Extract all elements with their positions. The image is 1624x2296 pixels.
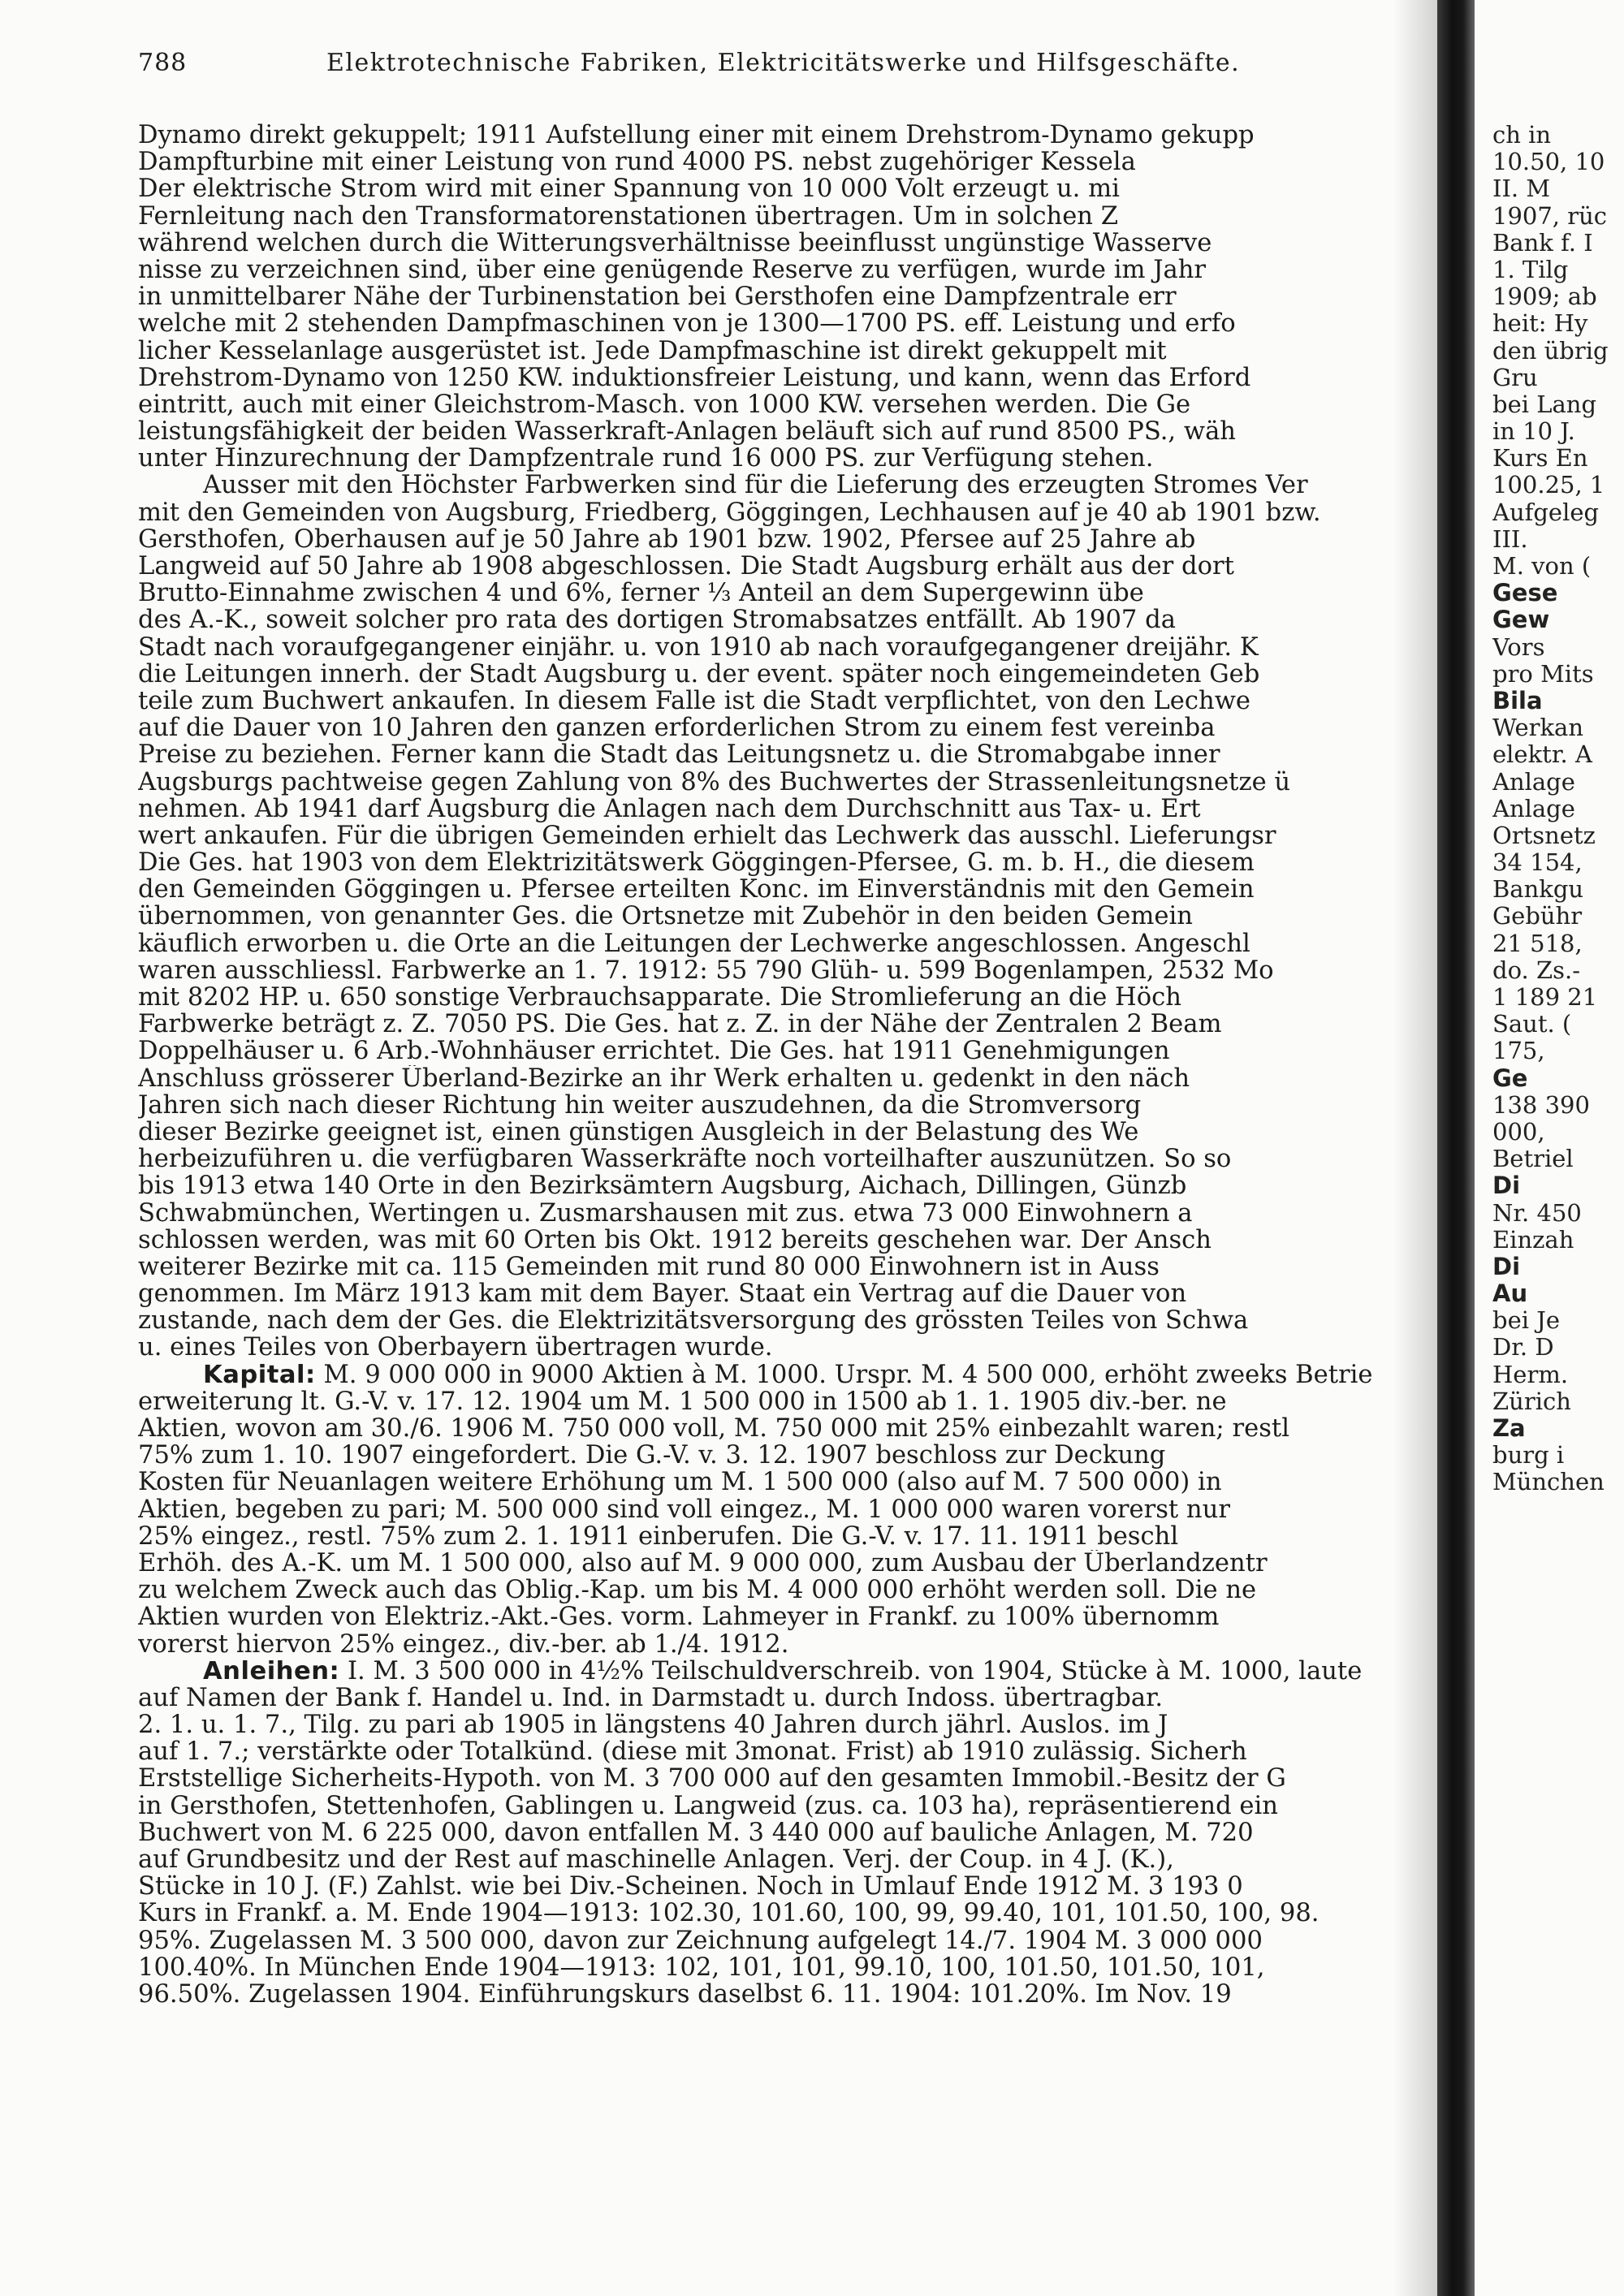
text-line: Aktien, begeben zu pari; M. 500 000 sind voll eingez., M. 1 000 000 waren vorerst nur bbox=[138, 1495, 1230, 1523]
fragment-line: Werkan bbox=[1492, 714, 1584, 742]
fragment-line: 1909; ab bbox=[1492, 283, 1597, 311]
text-line: genommen. Im März 1913 kam mit dem Bayer. Staat ein Vertrag auf die Dauer von bbox=[138, 1280, 1187, 1308]
text-line: Anschluss grösserer Überland-Bezirke an ihr Werk erhalten u. gedenkt in den näch bbox=[138, 1064, 1190, 1092]
text-line: auf Grundbesitz und der Rest auf maschinelle Anlagen. Verj. der Coup. in 4 J. (K.), bbox=[138, 1846, 1174, 1874]
text-line: Dynamo direkt gekuppelt; 1911 Aufstellung einer mit einem Drehstrom-Dynamo gekupp bbox=[138, 122, 1255, 149]
fragment-line: Saut. ( bbox=[1492, 1010, 1572, 1038]
text-line: dieser Bezirke geeignet ist, einen günstigen Ausgleich in der Belastung des We bbox=[138, 1118, 1139, 1146]
fragment-line: Betriel bbox=[1492, 1145, 1574, 1173]
text-line: 25% eingez., restl. 75% zum 2. 1. 1911 einberufen. Die G.-V. v. 17. 11. 1911 beschl bbox=[138, 1522, 1179, 1550]
fragment-line: Bankgu bbox=[1492, 875, 1584, 904]
fragment-line: 000, bbox=[1492, 1117, 1545, 1146]
fragment-line: elektr. A bbox=[1492, 740, 1592, 769]
fragment-line: 34 154, bbox=[1492, 848, 1583, 877]
text-line: Augsburgs pachtweise gegen Zahlung von 8% des Buchwertes der Strassenleitungsnetze ü bbox=[138, 768, 1291, 796]
fragment-line: in 10 J. bbox=[1492, 417, 1575, 446]
fragment-line: Vors bbox=[1492, 632, 1545, 661]
text-line: 96.50%. Zugelassen 1904. Einführungskurs daselbst 6. 11. 1904: 101.20%. Im Nov. 19 bbox=[138, 1980, 1232, 2009]
text-line: Erhöh. des A.-K. um M. 1 500 000, also auf M. 9 000 000, zum Ausbau der Überlandzentr bbox=[138, 1549, 1268, 1577]
fragment-line: Bank f. I bbox=[1492, 228, 1593, 257]
text-line: teile zum Buchwert ankaufen. In diesem Falle ist die Stadt verpflichtet, von den Lechwe bbox=[138, 687, 1251, 715]
text-line: 100.40%. In München Ende 1904—1913: 102, 101, 101, 99.10, 100, 101.50, 101.50, 101, bbox=[138, 1953, 1265, 1981]
text-line: vorerst hiervon 25% eingez., div.-ber. ab 1./4. 1912. bbox=[138, 1630, 789, 1658]
fragment-line: 21 518, bbox=[1492, 929, 1583, 957]
text-line: Kapital: M. 9 000 000 in 9000 Aktien à M. 1000. Urspr. M. 4 500 000, erhöht zweeks Betrie bbox=[203, 1361, 1373, 1388]
fragment-line: 175, bbox=[1492, 1037, 1545, 1065]
text-line: Farbwerke beträgt z. Z. 7050 PS. Die Ges. hat z. Z. in der Nähe der Zentralen 2 Beam bbox=[138, 1011, 1222, 1038]
text-line: auf 1. 7.; verstärkte oder Totalkünd. (diese mit 3monat. Frist) ab 1910 zulässig. Sicherh bbox=[138, 1738, 1247, 1766]
fragment-line: II. M bbox=[1492, 175, 1551, 203]
text-line: auf die Dauer von 10 Jahren den ganzen erforderlichen Strom zu einem fest vereinba bbox=[138, 714, 1216, 742]
text-line: Stücke in 10 J. (F.) Zahlst. wie bei Div.-Scheinen. Noch in Umlauf Ende 1912 M. 3 193 0 bbox=[138, 1873, 1243, 1901]
text-line: 2. 1. u. 1. 7., Tilg. zu pari ab 1905 in längstens 40 Jahren durch jährl. Auslos. im J bbox=[138, 1711, 1168, 1739]
text-line: wert ankaufen. Für die übrigen Gemeinden erhielt das Lechwerk das ausschl. Lieferungsr bbox=[138, 822, 1276, 850]
fragment-line: Nr. 450 bbox=[1492, 1198, 1582, 1227]
fragment-line: 100.25, 1 bbox=[1492, 471, 1605, 499]
text-line: Doppelhäuser u. 6 Arb.-Wohnhäuser errichtet. Die Ges. hat 1911 Genehmigungen bbox=[138, 1038, 1170, 1065]
text-line: weiterer Bezirke mit ca. 115 Gemeinden mit rund 80 000 Einwohnern ist in Auss bbox=[138, 1253, 1160, 1281]
fragment-line: Anlage bbox=[1492, 767, 1575, 796]
fragment-line: do. Zs.- bbox=[1492, 956, 1580, 984]
text-line: 95%. Zugelassen M. 3 500 000, davon zur Zeichnung aufgelegt 14./7. 1904 M. 3 000 000 bbox=[138, 1927, 1263, 1954]
text-line: zu welchem Zweck auch das Oblig.-Kap. um bis M. 4 000 000 erhöht werden soll. Die ne bbox=[138, 1577, 1257, 1604]
text-line: Fernleitung nach den Transformatorenstationen übertragen. Um in solchen Z bbox=[138, 202, 1118, 230]
fragment-line: Gew bbox=[1492, 606, 1550, 634]
text-line: Kosten für Neuanlagen weitere Erhöhung um M. 1 500 000 (also auf M. 7 500 000) in bbox=[138, 1469, 1222, 1496]
text-line: in unmittelbarer Nähe der Turbinenstation bei Gersthofen eine Dampfzentrale err bbox=[138, 283, 1177, 311]
text-line: Dampfturbine mit einer Leistung von rund 4000 PS. nebst zugehöriger Kessela bbox=[138, 149, 1136, 176]
fragment-line: Bila bbox=[1492, 686, 1543, 714]
fragment-line: burg i bbox=[1492, 1441, 1565, 1470]
main-text-column bbox=[138, 122, 1389, 2008]
text-line: erweiterung lt. G.-V. v. 17. 12. 1904 um M. 1 500 000 in 1500 ab 1. 1. 1905 div.-ber. ne bbox=[138, 1388, 1227, 1415]
section-heading: Anleihen: bbox=[203, 1657, 340, 1685]
text-line: nehmen. Ab 1941 darf Augsburg die Anlagen nach dem Durchschnitt aus Tax- u. Ert bbox=[138, 795, 1201, 822]
fragment-line: III. bbox=[1492, 524, 1528, 553]
text-line: Preise zu beziehen. Ferner kann die Stadt das Leitungsnetz u. die Stromabgabe inner bbox=[138, 741, 1220, 769]
text-line: u. eines Teiles von Oberbayern übertragen wurde. bbox=[138, 1334, 773, 1362]
text-line: herbeizuführen u. die verfügbaren Wasserkräfte noch vorteilhafter auszunützen. So so bbox=[138, 1146, 1232, 1173]
text-line: mit den Gemeinden von Augsburg, Friedberg, Göggingen, Lechhausen auf je 40 ab 1901 bzw. bbox=[138, 498, 1321, 526]
text-line: nisse zu verzeichnen sind, über eine genügende Reserve zu verfügen, wurde im Jahr bbox=[138, 256, 1207, 284]
text-line: zustande, nach dem der Ges. die Elektrizitätsversorgung des grössten Teiles von Schwa bbox=[138, 1307, 1249, 1335]
book-gutter bbox=[1437, 0, 1475, 2296]
fragment-line: bei Je bbox=[1492, 1306, 1561, 1335]
text-line: licher Kesselanlage ausgerüstet ist. Jede Dampfmaschine ist direkt gekuppelt mit bbox=[138, 337, 1167, 365]
fragment-line: heit: Hy bbox=[1492, 309, 1588, 338]
fragment-line: Dr. D bbox=[1492, 1333, 1554, 1362]
text-line: Gersthofen, Oberhausen auf je 50 Jahre ab 1901 bzw. 1902, Pfersee auf 25 Jahre ab bbox=[138, 525, 1196, 553]
fragment-line: 1907, rüc bbox=[1492, 201, 1608, 230]
binding-shadow bbox=[1393, 0, 1442, 2296]
text-line: leistungsfähigkeit der beiden Wasserkraft-Anlagen beläuft sich auf rund 8500 PS., wäh bbox=[138, 418, 1237, 446]
text-line: auf Namen der Bank f. Handel u. Ind. in Darmstadt u. durch Indoss. übertragbar. bbox=[138, 1684, 1164, 1712]
fragment-line: Di bbox=[1492, 1252, 1521, 1280]
page-number: 788 bbox=[138, 49, 188, 77]
text-line: Buchwert von M. 6 225 000, davon entfallen M. 3 440 000 auf bauliche Anlagen, M. 720 bbox=[138, 1819, 1254, 1846]
fragment-line: Kurs En bbox=[1492, 444, 1588, 473]
fragment-line: Ge bbox=[1492, 1064, 1528, 1092]
fragment-line: ch in bbox=[1492, 122, 1552, 149]
text-line: Der elektrische Strom wird mit einer Spannung von 10 000 Volt erzeugt u. mi bbox=[138, 175, 1120, 203]
text-line: 75% zum 1. 10. 1907 eingefordert. Die G.-V. v. 3. 12. 1907 beschloss zur Deckung bbox=[138, 1442, 1166, 1470]
text-line: Anleihen: I. M. 3 500 000 in 4½% Teilschuldverschreib. von 1904, Stücke à M. 1000, laute bbox=[203, 1657, 1363, 1685]
text-line: Aktien, wovon am 30./6. 1906 M. 750 000 voll, M. 750 000 mit 25% einbezahlt waren; restl bbox=[138, 1415, 1289, 1443]
text-line: Drehstrom-Dynamo von 1250 KW. induktionsfreier Leistung, und kann, wenn das Erford bbox=[138, 364, 1251, 391]
fragment-line: Einzah bbox=[1492, 1225, 1574, 1254]
fragment-line: 1 189 21 bbox=[1492, 983, 1598, 1011]
fragment-line: Ortsnetz bbox=[1492, 821, 1596, 849]
fragment-line: bei Lang bbox=[1492, 390, 1597, 418]
text-line: in Gersthofen, Stettenhofen, Gablingen u. Langweid (zus. ca. 103 ha), repräsentierend ein bbox=[138, 1792, 1278, 1819]
fragment-line: Au bbox=[1492, 1280, 1528, 1308]
text-line: waren ausschliessl. Farbwerke an 1. 7. 1912: 55 790 Glüh- u. 599 Bogenlampen, 2532 Mo bbox=[138, 956, 1274, 984]
text-line: käuflich erworben u. die Orte an die Leitungen der Lechwerke angeschlossen. Angeschl bbox=[138, 930, 1250, 957]
text-line: die Leitungen innerh. der Stadt Augsburg u. der event. später noch eingemeindeten Geb bbox=[138, 660, 1260, 688]
text-line: welche mit 2 stehenden Dampfmaschinen von je 1300—1700 PS. eff. Leistung und erfo bbox=[138, 310, 1236, 338]
text-line: schlossen werden, was mit 60 Orten bis Okt. 1912 bereits geschehen war. Der Ansch bbox=[138, 1226, 1212, 1254]
fragment-line: 138 390 bbox=[1492, 1090, 1590, 1119]
text-line: Kurs in Frankf. a. M. Ende 1904—1913: 102.30, 101.60, 100, 99, 99.40, 101, 101.50, 100, 98. bbox=[138, 1900, 1320, 1927]
fragment-line: Zürich bbox=[1492, 1387, 1571, 1415]
fragment-line: Di bbox=[1492, 1172, 1521, 1200]
fragment-line: Anlage bbox=[1492, 794, 1575, 822]
fragment-line: pro Mits bbox=[1492, 659, 1594, 688]
fragment-line: Gese bbox=[1492, 579, 1558, 607]
fragment-line: Aufgeleg bbox=[1492, 498, 1600, 526]
fragment-line: den übrig bbox=[1492, 336, 1609, 365]
text-line: Brutto-Einnahme zwischen 4 und 6%, ferner ⅓ Anteil an dem Supergewinn übe bbox=[138, 580, 1144, 607]
text-line: unter Hinzurechnung der Dampfzentrale rund 16 000 PS. zur Verfügung stehen. bbox=[138, 445, 1154, 473]
text-line: Langweid auf 50 Jahre ab 1908 abgeschlossen. Die Stadt Augsburg erhält aus der dort bbox=[138, 553, 1234, 580]
text-line: bis 1913 etwa 140 Orte in den Bezirksämtern Augsburg, Aichach, Dillingen, Günzb bbox=[138, 1172, 1187, 1200]
fragment-line: Za bbox=[1492, 1414, 1526, 1442]
fragment-line: Gebühr bbox=[1492, 902, 1583, 930]
text-line: Jahren sich nach dieser Richtung hin weiter auszudehnen, da die Stromversorg bbox=[138, 1091, 1142, 1119]
running-title: Elektrotechnische Fabriken, Elektricitätswerke und Hilfsgeschäfte. bbox=[326, 49, 1241, 77]
text-line: Die Ges. hat 1903 von dem Elektrizitätswerk Göggingen-Pfersee, G. m. b. H., die diesem bbox=[138, 849, 1255, 877]
facing-page-fragment bbox=[1492, 122, 1624, 1496]
fragment-line: Herm. bbox=[1492, 1360, 1569, 1388]
text-line: eintritt, auch mit einer Gleichstrom-Masch. von 1000 KW. versehen werden. Die Ge bbox=[138, 391, 1191, 419]
text-line: Aktien wurden von Elektriz.-Akt.-Ges. vorm. Lahmeyer in Frankf. zu 100% übernomm bbox=[138, 1603, 1220, 1631]
fragment-line: M. von ( bbox=[1492, 552, 1592, 580]
fragment-line: 1. Tilg bbox=[1492, 255, 1569, 283]
text-line: den Gemeinden Göggingen u. Pfersee erteilten Konc. im Einverständnis mit den Gemein bbox=[138, 876, 1255, 904]
text-line: Erststellige Sicherheits-Hypoth. von M. 3 700 000 auf den gesamten Immobil.-Besitz der G bbox=[138, 1765, 1286, 1793]
text-line: Stadt nach voraufgegangener einjähr. u. von 1910 ab nach voraufgegangener dreijähr. K bbox=[138, 633, 1259, 661]
section-heading: Kapital: bbox=[203, 1361, 316, 1388]
text-line: des A.-K., soweit solcher pro rata des dortigen Stromabsatzes entfällt. Ab 1907 da bbox=[138, 606, 1176, 634]
fragment-line: Gru bbox=[1492, 363, 1538, 391]
text-line: mit 8202 HP. u. 650 sonstige Verbrauchsapparate. Die Stromlieferung an die Höch bbox=[138, 984, 1181, 1012]
text-line: Schwabmünchen, Wertingen u. Zusmarshausen mit zus. etwa 73 000 Einwohnern a bbox=[138, 1199, 1193, 1227]
text-line: Ausser mit den Höchster Farbwerken sind für die Lieferung des erzeugten Stromes Ver bbox=[203, 472, 1308, 499]
text-line: während welchen durch die Witterungsverhältnisse beeinflusst ungünstige Wasserve bbox=[138, 229, 1212, 257]
fragment-line: 10.50, 10 bbox=[1492, 148, 1605, 176]
fragment-line: München bbox=[1492, 1468, 1605, 1496]
text-line: übernommen, von genannter Ges. die Ortsnetze mit Zubehör in den beiden Gemein bbox=[138, 903, 1193, 930]
